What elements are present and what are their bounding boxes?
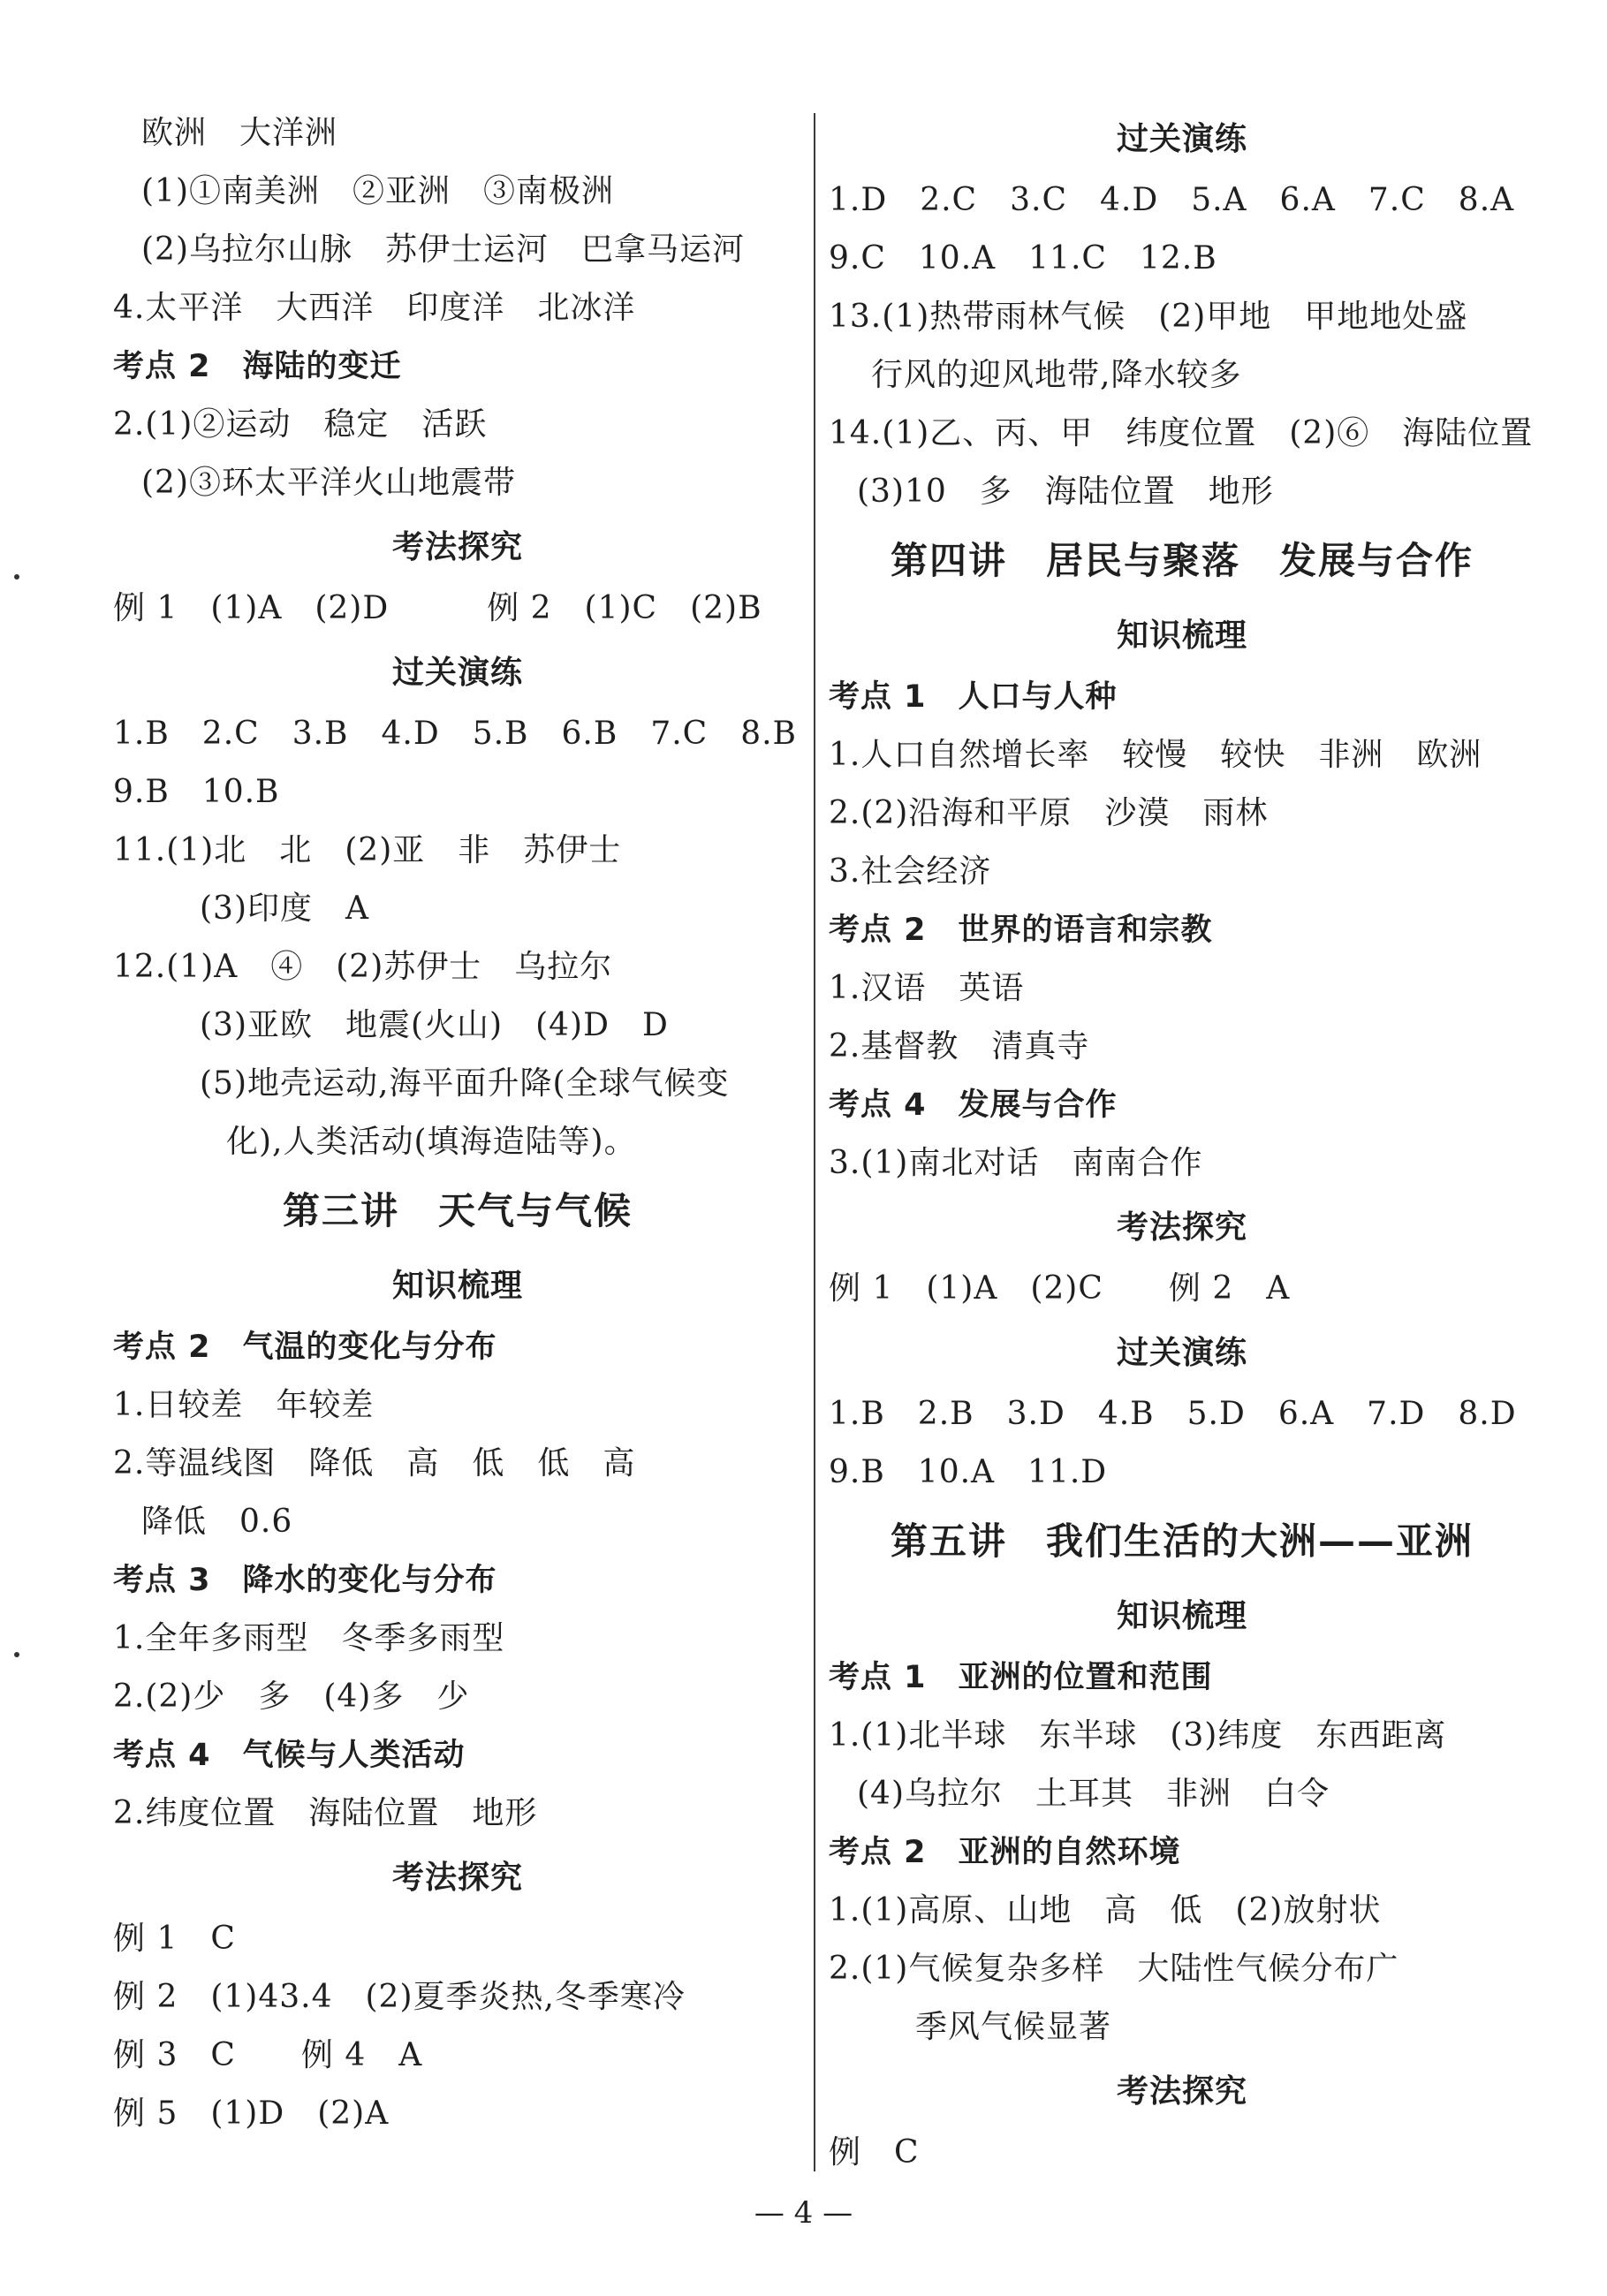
section-heading: 考法探究	[391, 529, 523, 565]
topic-heading: 考点 4 发展与合作	[829, 1087, 1118, 1123]
answer-line: 1.D 2.C 3.C 4.D 5.A 6.A 7.C 8.A	[829, 182, 1515, 218]
answer-line: (2)③环太平洋火山地震带	[141, 465, 516, 501]
answer-line: 化),人类活动(填海造陆等)。	[226, 1124, 637, 1160]
topic-heading: 考点 2 海陆的变迁	[113, 349, 402, 384]
section-heading: 知识梳理	[1116, 1598, 1247, 1634]
answer-line: 1.全年多雨型 冬季多雨型	[113, 1620, 505, 1656]
topic-heading: 考点 2 气温的变化与分布	[113, 1330, 497, 1365]
answer-line: 2.基督教 清真寺	[829, 1028, 1090, 1065]
topic-heading: 考点 1 人口与人种	[829, 679, 1118, 715]
section-heading: 知识梳理	[1116, 618, 1247, 654]
section-heading: 考法探究	[1116, 1209, 1247, 1246]
answer-line: 例 1 (1)A (2)C 例 2 A	[829, 1270, 1291, 1307]
chapter-title: 第五讲 我们生活的大洲——亚洲	[890, 1519, 1474, 1563]
answer-line: 1.(1)北半球 东半球 (3)纬度 东西距离	[829, 1717, 1447, 1754]
answer-line: (2)乌拉尔山脉 苏伊士运河 巴拿马运河	[141, 231, 745, 268]
answer-line: 14.(1)乙、丙、甲 纬度位置 (2)⑥ 海陆位置	[829, 415, 1534, 451]
answer-line: (1)①南美洲 ②亚洲 ③南极洲	[141, 173, 614, 209]
left-column	[113, 104, 802, 2143]
page-number: — 4 —	[754, 2195, 853, 2231]
answer-line: 例 5 (1)D (2)A	[113, 2095, 390, 2132]
answer-line: 2.纬度位置 海陆位置 地形	[113, 1795, 538, 1831]
answer-line: (5)地壳运动,海平面升降(全球气候变	[200, 1065, 730, 1102]
answer-line: 9.B 10.A 11.D	[829, 1454, 1108, 1490]
answer-line: 13.(1)热带雨林气候 (2)甲地 甲地地处盛	[829, 299, 1468, 335]
answer-line: 3.(1)南北对话 南南合作	[829, 1145, 1203, 1181]
answer-line: 1.(1)高原、山地 高 低 (2)放射状	[829, 1892, 1382, 1928]
answer-line: 1.B 2.B 3.D 4.B 5.D 6.A 7.D 8.D	[829, 1396, 1517, 1432]
margin-mark	[14, 1652, 19, 1657]
margin-mark	[14, 574, 19, 580]
answer-line: 9.B 10.B	[113, 774, 280, 810]
answer-line: (3)印度 A	[200, 890, 369, 927]
answer-line: 12.(1)A ④ (2)苏伊士 乌拉尔	[113, 949, 613, 985]
topic-heading: 考点 1 亚洲的位置和范围	[829, 1660, 1213, 1695]
chapter-title: 第三讲 天气与气候	[282, 1189, 633, 1232]
section-heading: 考法探究	[391, 1860, 523, 1896]
answer-line: (3)10 多 海陆位置 地形	[857, 474, 1274, 510]
answer-line: 例 2 (1)43.4 (2)夏季炎热,冬季寒冷	[113, 1979, 686, 2015]
answer-line: 季风气候显著	[915, 2009, 1112, 2045]
answer-line: 2.等温线图 降低 高 低 低 高	[113, 1445, 636, 1481]
answer-line: 2.(2)沿海和平原 沙漠 雨林	[829, 795, 1269, 831]
answer-line: 2.(1)气候复杂多样 大陆性气候分布广	[829, 1951, 1399, 1987]
answer-line: 例 3 C 例 4 A	[113, 2037, 423, 2073]
answer-line: (4)乌拉尔 土耳其 非洲 白令	[857, 1776, 1330, 1812]
answer-line: 降低 0.6	[141, 1504, 293, 1540]
answer-line: 1.汉语 英语	[829, 970, 1025, 1006]
right-column	[829, 104, 1535, 2182]
topic-heading: 考点 4 气候与人类活动	[113, 1738, 466, 1773]
column-divider	[814, 113, 815, 2171]
answer-line: 2.(1)②运动 稳定 活跃	[113, 406, 488, 443]
answer-line: (3)亚欧 地震(火山) (4)D D	[200, 1007, 669, 1043]
answer-line: 2.(2)少 多 (4)多 少	[113, 1678, 470, 1715]
section-heading: 过关演练	[1116, 1335, 1247, 1371]
topic-heading: 考点 2 世界的语言和宗教	[829, 913, 1213, 948]
answer-line: 3.社会经济	[829, 853, 992, 890]
answer-line: 11.(1)北 北 (2)亚 非 苏伊士	[113, 832, 622, 868]
section-heading: 过关演练	[1116, 121, 1247, 157]
answer-line: 1.日较差 年较差	[113, 1387, 375, 1423]
answer-line: 例 1 C	[113, 1921, 236, 1957]
topic-heading: 考点 3 降水的变化与分布	[113, 1563, 497, 1598]
chapter-title: 第四讲 居民与聚落 发展与合作	[890, 539, 1474, 582]
answer-line: 1.人口自然增长率 较慢 较快 非洲 欧洲	[829, 737, 1482, 773]
answer-line: 1.B 2.C 3.B 4.D 5.B 6.B 7.C 8.B	[113, 716, 798, 752]
answer-line: 4.太平洋 大西洋 印度洋 北冰洋	[113, 290, 636, 326]
answer-line: 行风的迎风地带,降水较多	[871, 357, 1242, 393]
answer-line: 例 C	[829, 2134, 920, 2171]
answer-line: 例 1 (1)A (2)D 例 2 (1)C (2)B	[113, 590, 762, 626]
section-heading: 过关演练	[391, 655, 523, 691]
answer-line: 欧洲 大洋洲	[141, 115, 338, 151]
answer-line: 9.C 10.A 11.C 12.B	[829, 240, 1217, 277]
section-heading: 考法探究	[1116, 2073, 1247, 2110]
topic-heading: 考点 2 亚洲的自然环境	[829, 1835, 1181, 1870]
section-heading: 知识梳理	[391, 1268, 523, 1304]
